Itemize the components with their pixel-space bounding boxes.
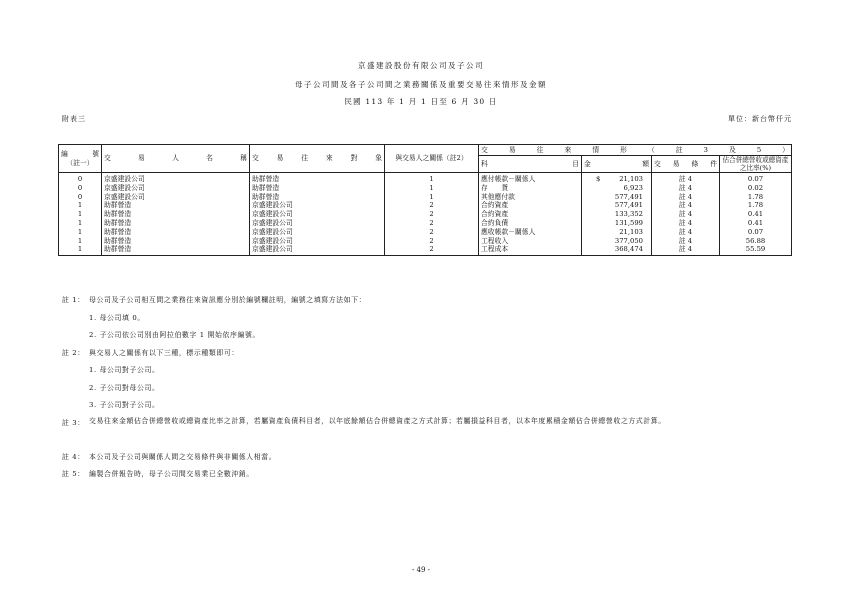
row-account: 合約負債 — [479, 219, 582, 228]
amount-value: 577,491 — [614, 192, 643, 201]
row-no: 1 — [59, 237, 102, 246]
row-counterparty: 京盛建設公司 — [250, 210, 385, 219]
row-relation: 2 — [385, 219, 479, 228]
note-2-sub-2: 2. 子公司對母公司。 — [89, 383, 160, 392]
header-no: 編 號 （註一） — [59, 145, 102, 173]
row-amount — [582, 201, 652, 210]
note-5-label: 註 5： — [62, 470, 85, 478]
row-ratio: 0.02 — [720, 184, 792, 193]
row-amount — [582, 173, 652, 184]
row-ratio: 1.78 — [720, 201, 792, 210]
row-account: 合約資產 — [479, 210, 582, 219]
row-account: 應收帳款－關係人 — [479, 228, 582, 237]
table-row — [59, 173, 792, 184]
header-detail-group: 交 易 往 來 情 形 （ 註 3 及 5 ） — [479, 145, 792, 156]
row-relation: 2 — [385, 245, 479, 255]
row-terms: 註 4 — [652, 245, 720, 255]
note-3-text: 交易往來金額佔合併總營收或總資產比率之計算，若屬資產負債科目者，以年底餘額佔合併總資產之方式計算；若屬損益科目者，以本年度累積金額佔合併總營收之方式計算。 — [89, 416, 666, 425]
row-account: 工程成本 — [479, 245, 582, 255]
row-ratio: 56.88 — [720, 237, 792, 246]
header-name: 交 易 人 名 稱 — [102, 145, 250, 173]
row-name: 助群營造 — [102, 245, 250, 255]
amount-value: 377,050 — [614, 236, 643, 245]
row-account: 合約資產 — [479, 201, 582, 210]
currency-symbol: $ — [596, 175, 601, 183]
header-relation: 與交易人之關係（註2） — [385, 145, 479, 173]
row-amount — [582, 245, 652, 255]
header-account: 科 目 — [479, 156, 582, 173]
row-no: 1 — [59, 201, 102, 210]
row-no: 1 — [59, 228, 102, 237]
note-4-label: 註 4： — [62, 452, 85, 461]
row-ratio: 0.07 — [720, 228, 792, 237]
row-counterparty: 京盛建設公司 — [250, 228, 385, 237]
row-account: 工程收入 — [479, 237, 582, 246]
row-account: 其他應付款 — [479, 193, 582, 202]
row-relation: 1 — [385, 193, 479, 202]
row-counterparty: 京盛建設公司 — [250, 237, 385, 246]
amount-value: 133,352 — [614, 210, 643, 219]
amount-value: 6,923 — [623, 183, 643, 192]
note-2-label: 註 2： — [62, 348, 85, 357]
note-1-sub-2: 2. 子公司依公司別由阿拉伯數字 1 開始依序編號。 — [89, 331, 260, 339]
row-account: 存 貨 — [479, 184, 582, 193]
note-2-text: 與交易人之關係有以下三種，標示種類即可： — [89, 348, 239, 357]
table-row — [59, 201, 792, 210]
currency-symbol — [584, 201, 596, 210]
row-name: 助群營造 — [102, 237, 250, 246]
row-ratio: 0.41 — [720, 210, 792, 219]
row-relation: 1 — [385, 184, 479, 193]
row-name: 京盛建設公司 — [102, 193, 250, 202]
report-period: 民國 113 年 1 月 1 日至 6 月 30 日 — [344, 97, 498, 106]
row-ratio: 1.78 — [720, 193, 792, 202]
row-relation: 2 — [385, 228, 479, 237]
note-3-label: 註 3： — [62, 418, 85, 427]
table-row — [59, 237, 792, 246]
row-amount — [582, 237, 652, 246]
table-row — [59, 219, 792, 228]
row-no: 0 — [59, 193, 102, 202]
row-name: 助群營造 — [102, 210, 250, 219]
currency-symbol — [584, 210, 596, 219]
row-no: 1 — [59, 210, 102, 219]
row-terms: 註 4 — [652, 193, 720, 202]
row-amount — [582, 184, 652, 193]
amount-value: 368,474 — [614, 245, 643, 254]
row-counterparty: 京盛建設公司 — [250, 219, 385, 228]
note-5-text: 編製合併報告時，母子公司間交易業已全數沖銷。 — [89, 470, 254, 478]
currency-symbol — [584, 245, 596, 254]
table-row — [59, 210, 792, 219]
amount-value: 21,103 — [619, 175, 643, 183]
currency-symbol — [584, 184, 596, 193]
company-name: 京盛建設股份有限公司及子公司 — [358, 61, 484, 70]
row-amount — [582, 219, 652, 228]
row-terms: 註 4 — [652, 201, 720, 210]
header-terms: 交 易 條 件 — [652, 156, 720, 173]
header-amount: 金 額 — [582, 156, 652, 173]
row-terms: 註 4 — [652, 219, 720, 228]
row-ratio: 0.07 — [720, 173, 792, 184]
currency-symbol — [584, 219, 596, 228]
amount-value: 131,599 — [614, 218, 643, 227]
row-counterparty: 助群營造 — [250, 184, 385, 193]
row-terms: 註 4 — [652, 210, 720, 219]
attachment-label: 附表三 — [62, 115, 86, 123]
row-terms: 註 4 — [652, 237, 720, 246]
row-account: 應付帳款－關係人 — [479, 173, 582, 184]
currency-symbol — [584, 193, 596, 202]
note-1-label: 註 1： — [62, 296, 85, 304]
row-name: 京盛建設公司 — [102, 173, 250, 184]
row-name: 助群營造 — [102, 201, 250, 210]
row-relation: 2 — [385, 210, 479, 219]
row-no: 0 — [59, 173, 102, 184]
row-ratio: 55.59 — [720, 245, 792, 255]
row-name: 京盛建設公司 — [102, 184, 250, 193]
table-row — [59, 228, 792, 237]
row-counterparty: 京盛建設公司 — [250, 245, 385, 255]
note-2-sub-1: 1. 母公司對子公司。 — [89, 366, 160, 374]
row-relation: 2 — [385, 201, 479, 210]
row-counterparty: 助群營造 — [250, 173, 385, 184]
row-no: 1 — [59, 219, 102, 228]
note-1-text: 母公司及子公司相互間之業務往來資訊應分別於編號欄註明，編號之填寫方法如下： — [89, 296, 367, 304]
row-terms: 註 4 — [652, 228, 720, 237]
row-counterparty: 京盛建設公司 — [250, 201, 385, 210]
header-counterparty: 交 易 往 來 對 象 — [250, 145, 385, 173]
note-4-text: 本公司及子公司與關係人間之交易條件與非關係人相當。 — [89, 452, 277, 461]
row-name: 助群營造 — [102, 219, 250, 228]
amount-value: 577,491 — [614, 201, 643, 210]
currency-symbol — [584, 237, 596, 246]
note-2-sub-3: 3. 子公司對子公司。 — [89, 401, 160, 409]
row-amount — [582, 193, 652, 202]
row-amount — [582, 228, 652, 237]
row-no: 0 — [59, 184, 102, 193]
note-1-sub-1: 1. 母公司填 0。 — [89, 313, 145, 322]
page-number: - 49 - — [411, 566, 431, 574]
table-row — [59, 245, 792, 255]
row-terms: 註 4 — [652, 184, 720, 193]
table-row — [59, 184, 792, 193]
header-ratio: 佔合併總營收或總資產之比率(%) — [720, 156, 792, 173]
notes-section — [62, 294, 802, 486]
row-relation: 1 — [385, 173, 479, 184]
unit-label: 單位：新台幣仟元 — [728, 115, 792, 123]
row-name: 助群營造 — [102, 228, 250, 237]
row-relation: 2 — [385, 237, 479, 246]
row-amount — [582, 210, 652, 219]
report-title: 母子公司間及各子公司間之業務關係及重要交易往來情形及金額 — [295, 80, 547, 89]
table-row — [59, 193, 792, 202]
amount-value: 21,103 — [619, 227, 643, 236]
currency-symbol — [584, 228, 596, 237]
row-terms: 註 4 — [652, 173, 720, 184]
row-counterparty: 助群營造 — [250, 193, 385, 202]
row-no: 1 — [59, 245, 102, 255]
row-ratio: 0.41 — [720, 219, 792, 228]
transactions-table — [58, 144, 792, 256]
